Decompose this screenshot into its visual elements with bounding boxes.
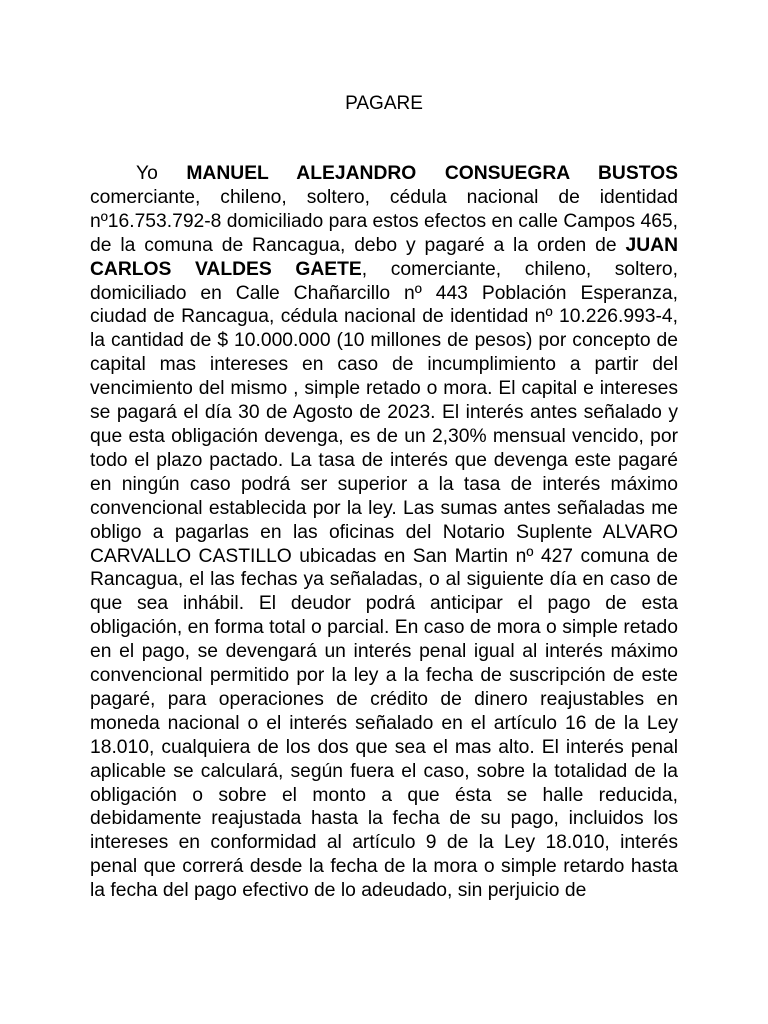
creditor-name: JUAN CARLOS VALDES GAETE — [90, 234, 678, 280]
debtor-details: comerciante, chileno, soltero, cédula nacional de identidad nº16.753.792-8 domiciliado para estos efectos en calle Campos 465, de la comuna de Rancagua, debo y pagaré a la orden de — [90, 186, 678, 256]
document-title: PAGARE — [345, 93, 423, 114]
intro-text: Yo — [136, 163, 187, 184]
body-text: , comerciante, chileno, soltero, domiciliado en Calle Chañarcillo nº 443 Población Esperanza, ciudad de Rancagua, cédula nacional de identidad nº 10.226.993-4, la cantidad de $ 10.000.000 (10 millones de pesos) por concepto de capital mas intereses en caso de incumplimiento a partir del vencimiento del mismo , simple retado o mora. El capital e intereses se pagará el día 30 de Agosto de 2023. El interés antes señalado y que esta obligación devenga, es de un 2,30% mensual vencido, por todo el plazo pactado. La tasa de interés que devenga este pagaré en ningún caso podrá ser superior a la tasa de interés máximo convencional establecida por la ley. Las sumas antes señaladas me obligo a pagarlas en las oficinas del Notario Suplente ALVARO CARVALLO CASTILLO ubicadas en San Martin nº 427 comuna de Rancagua, el las fechas ya señaladas, o al siguiente día en caso de que sea inhábil. El deudor podrá anticipar el pago de esta obligación, en forma total o parcial. En caso de mora o simple retado en el pago, se devengará un interés penal igual al interés máximo convencional permitido por la ley a la fecha de suscripción de este pagaré, para operaciones de crédito de dinero reajustables en moneda nacional o el interés señalado en el artículo 16 de la Ley 18.010, cualquiera de los dos que sea el mas alto. El interés penal aplicable se calculará, según fuera el caso, sobre la totalidad de la obligación o sobre el monto a que ésta se halle reducida, debidamente reajustada hasta la fecha de su pago, incluidos los intereses en conformidad al artículo 9 de la Ley 18.010, interés penal que correrá desde la fecha de la mora o simple retardo hasta la fecha del pago efectivo de lo adeudado, sin perjuicio de — [90, 258, 678, 902]
debtor-name: MANUEL ALEJANDRO CONSUEGRA BUSTOS — [186, 163, 678, 184]
document-body — [90, 162, 678, 903]
